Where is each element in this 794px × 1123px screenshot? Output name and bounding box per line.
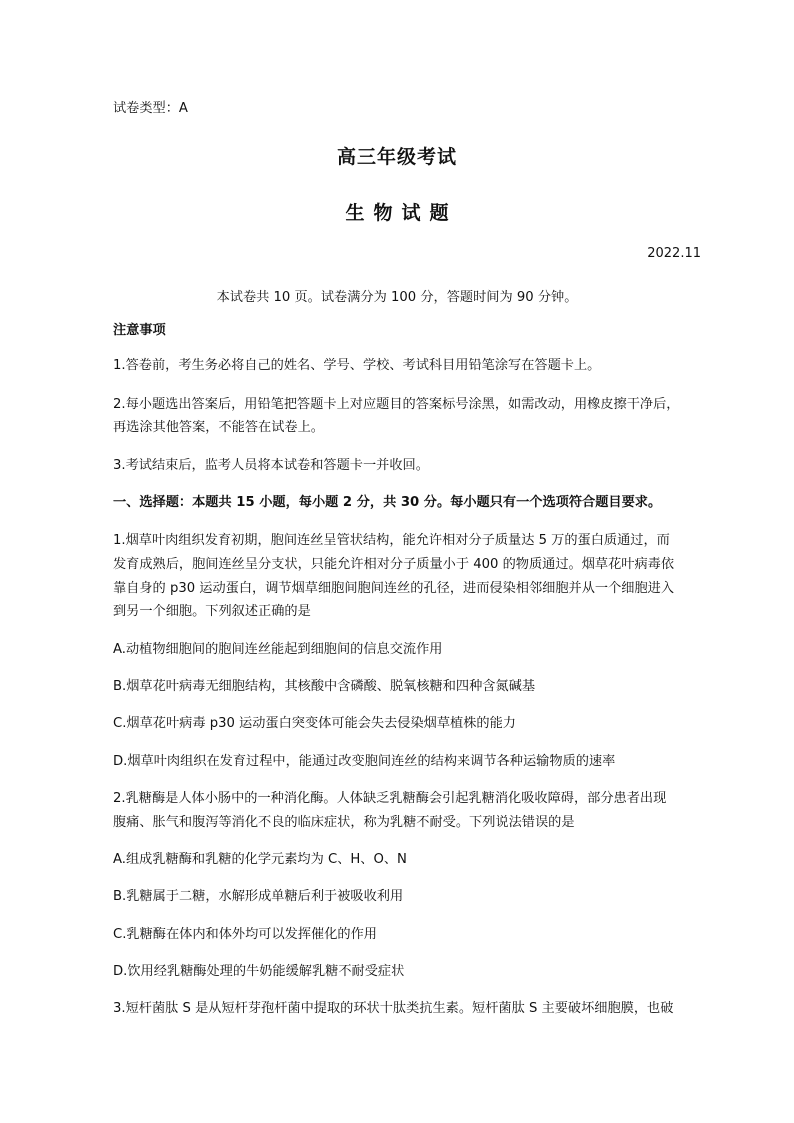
exam-title: 高三年级考试 <box>336 146 457 168</box>
notice-heading: 注意事项 <box>113 323 166 338</box>
paper-type: 试卷类型：A <box>113 101 188 116</box>
notice-item-1: 1.答卷前，考生务必将自己的姓名、学号、学校、考试科目用铅笔涂写在答题卡上。 <box>113 358 601 373</box>
q1-option-d: D.烟草叶肉组织在发育过程中，能通过改变胞间连丝的结构来调节各种运输物质的速率 <box>113 754 616 769</box>
q1-stem-line-2: 发育成熟后，胞间连丝呈分支状，只能允许相对分子质量小于 400 的物质通过。烟草花叶病毒依 <box>113 557 675 572</box>
q2-option-d: D.饮用经乳糖酶处理的牛奶能缓解乳糖不耐受症状 <box>113 964 405 979</box>
q2-stem-line-1: 2.乳糖酶是人体小肠中的一种消化酶。人体缺乏乳糖酶会引起乳糖消化吸收障碍，部分患者出现 <box>113 791 667 806</box>
q2-option-a: A.组成乳糖酶和乳糖的化学元素均为 C、H、O、N <box>113 852 407 867</box>
q3-stem-line-1: 3.短杆菌肽 S 是从短杆芽孢杆菌中提取的环状十肽类抗生素。短杆菌肽 S 主要破坏细胞膜，也破 <box>113 1001 674 1016</box>
q1-option-b: B.烟草花叶病毒无细胞结构，其核酸中含磷酸、脱氧核糖和四种含氮碱基 <box>113 679 536 694</box>
exam-date: 2022.11 <box>647 246 701 261</box>
q1-stem-line-1: 1.烟草叶肉组织发育初期，胞间连丝呈管状结构，能允许相对分子质量达 5 万的蛋白质通过，而 <box>113 533 670 548</box>
notice-item-2-line-1: 2.每小题选出答案后，用铅笔把答题卡上对应题目的答案标号涂黑，如需改动，用橡皮擦干净后， <box>113 397 680 412</box>
section-1-heading: 一、选择题：本题共 15 小题，每小题 2 分，共 30 分。每小题只有一个选项符合题目要求。 <box>113 495 662 510</box>
q2-stem-line-2: 腹痛、胀气和腹泻等消化不良的临床症状，称为乳糖不耐受。下列说法错误的是 <box>113 815 575 830</box>
q1-option-c: C.烟草花叶病毒 p30 运动蛋白突变体可能会失去侵染烟草植株的能力 <box>113 716 516 731</box>
exam-intro: 本试卷共 10 页。试卷满分为 100 分，答题时间为 90 分钟。 <box>216 290 578 305</box>
q1-option-a: A.动植物细胞间的胞间连丝能起到细胞间的信息交流作用 <box>113 642 443 657</box>
q1-stem-line-3: 靠自身的 p30 运动蛋白，调节烟草细胞间胞间连丝的孔径，进而侵染相邻细胞并从一个细胞进入 <box>113 581 675 596</box>
subject-title: 生物试题 <box>345 202 458 224</box>
notice-item-3: 3.考试结束后，监考人员将本试卷和答题卡一并收回。 <box>113 458 429 473</box>
q2-option-b: B.乳糖属于二糖，水解形成单糖后利于被吸收利用 <box>113 889 404 904</box>
notice-item-2-line-2: 再选涂其他答案，不能答在试卷上。 <box>113 420 324 435</box>
q2-option-c: C.乳糖酶在体内和体外均可以发挥催化的作用 <box>113 927 377 942</box>
q1-stem-line-4: 到另一个细胞。下列叙述正确的是 <box>113 604 311 619</box>
